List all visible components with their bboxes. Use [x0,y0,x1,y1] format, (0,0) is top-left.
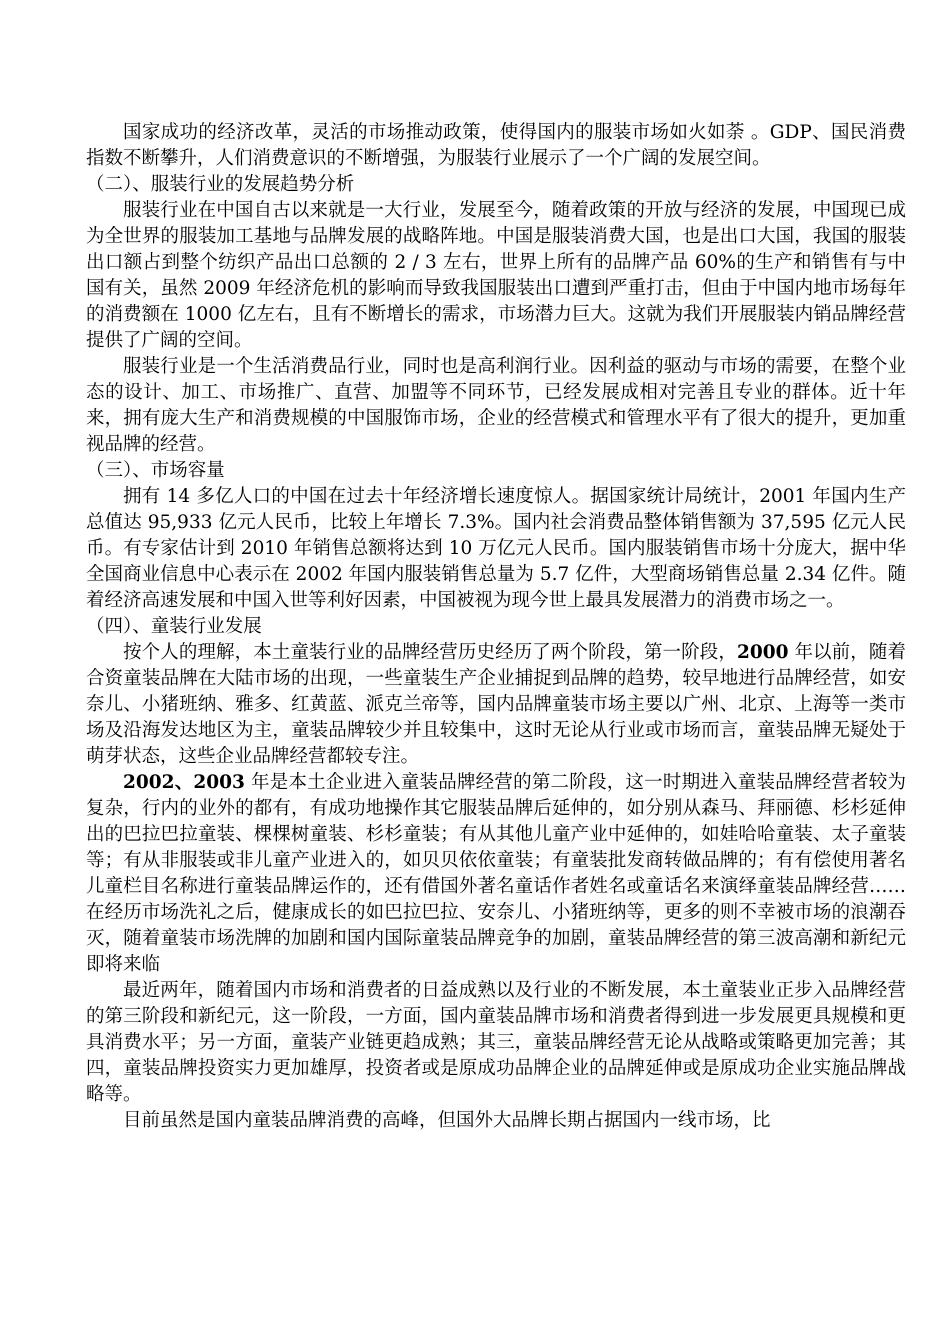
section-heading-trends: （二）、服装行业的发展趋势分析 [86,174,355,195]
first-stage-text: 按个人的理解，本土童装行业的品牌经营历史经历了两个阶段，第一阶段， [123,642,737,663]
paragraph-market-stats: 拥有 14 多亿人口的中国在过去十年经济增长速度惊人。据国家统计局统计，2001 年国内生产总值达 95,933 亿元人民币，比较上年增长 7.3%。国内社会消费品整体销售额为 37,595 亿元人民币。有专家估计到 2010 年销售总额将达到 10 万亿元人民币。国内服装销售市场十分庞大，据中华全国商业信息中心表示在 2002 年国内服装销售总量为 5.7 亿件，大型商场销售总量 2.34 亿件。随着经济高速发展和中国入世等利好因素，中国被视为现今世上最具发展潜力的消费市场之一。 [86,486,906,611]
paragraph-economic-reform: 国家成功的经济改革，灵活的市场推动政策，使得国内的服装市场如火如荼 。GDP、国民消费指数不断攀升，人们消费意识的不断增强，为服装行业展示了一个广阔的发展空间。 [86,122,906,169]
section-heading-childrenswear: （四）、童装行业发展 [86,616,262,637]
second-stage-text: 年是本土企业进入童装品牌经营的第二阶段，这一时期进入童装品牌经营者较为复杂，行内的业外的都有，有成功地操作其它服装品牌后延伸的，如分别从森马、拜丽德、杉杉延伸出的巴拉巴拉童装、棵棵树童装、杉杉童装；有从其他儿童产业中延伸的，如娃哈哈童装、太子童装等；有从非服装或非儿童产业进入的，如贝贝依依童装；有童装批发商转做品牌的；有有偿使用著名儿童栏目名称进行童装品牌运作的，还有借国外著名童话作者姓名或童话名来演绎童装品牌经营……在经历市场洗礼之后，健康成长的如巴拉巴拉、安奈儿、小猪班纳等，更多的则不幸被市场的浪潮吞灭，随着童装市场洗牌的加剧和国内国际童装品牌竞争的加剧，童装品牌经营的第三波高潮和新纪元即将来临 [86,772,906,975]
section-heading-market-capacity: （三）、市场容量 [86,460,225,481]
paragraph-first-stage [86,640,906,770]
paragraph-industry-profit: 服装行业是一个生活消费品行业，同时也是高利润行业。因利益的驱动与市场的需要，在整个业态的设计、加工、市场推广、直营、加盟等不同环节，已经发展成相对完善且专业的群体。近十年来，拥有庞大生产和消费规模的中国服饰市场，企业的经营模式和管理水平有了很大的提升，更加重视品牌的经营。 [86,356,906,455]
paragraph-third-stage: 最近两年，随着国内市场和消费者的日益成熟以及行业的不断发展，本土童装业正步入品牌经营的第三阶段和新纪元，这一阶段，一方面，国内童装品牌市场和消费者得到进一步发展更具规模和更具消费水平；另一方面，童装产业链更趋成熟；其三，童装品牌经营无论从战略或策略更加完善；其四，童装品牌投资实力更加雄厚，投资者或是原成功品牌企业的品牌延伸或是原成功企业实施品牌战略等。 [86,980,906,1105]
first-stage-text-cont: 年以前，随着合资童装品牌在大陆市场的出现，一些童装生产企业捕捉到品牌的趋势，较早地进行品牌经营，如安奈儿、小猪班纳、雅多、红黄蓝、派克兰帝等，国内品牌童装市场主要以广州、北京、上海等一类市场及沿海发达地区为主，童装品牌较少并且较集中，这时无论从行业或市场而言，童装品牌无疑处于萌芽状态，这些企业品牌经营都较专注。 [86,642,906,767]
paragraph-industry-history: 服装行业在中国自古以来就是一大行业，发展至今，随着政策的开放与经济的发展，中国现已成为全世界的服装加工基地与品牌发展的战略阵地。中国是服装消费大国，也是出口大国，我国的服装出口额占到整个纺织产品出口总额的 2 / 3 左右，世界上所有的品牌产品 60%的生产和销售有与中国有关，虽然 2009 年经济危机的影响而导致我国服装出口遭到严重打击，但由于中国内地市场每年的消费额在 1000 亿左右，且有不断增长的需求，市场潜力巨大。这就为我们开展服装内销品牌经营提供了广阔的空间。 [86,200,906,351]
document-page [86,120,906,1134]
years-2002-2003-bold: 2002、2003 [123,772,245,793]
year-2000-bold: 2000 [736,642,789,663]
paragraph-second-stage [86,770,906,978]
paragraph-current-market: 目前虽然是国内童装品牌消费的高峰，但国外大品牌长期占据国内一线市场，比 [123,1110,771,1131]
